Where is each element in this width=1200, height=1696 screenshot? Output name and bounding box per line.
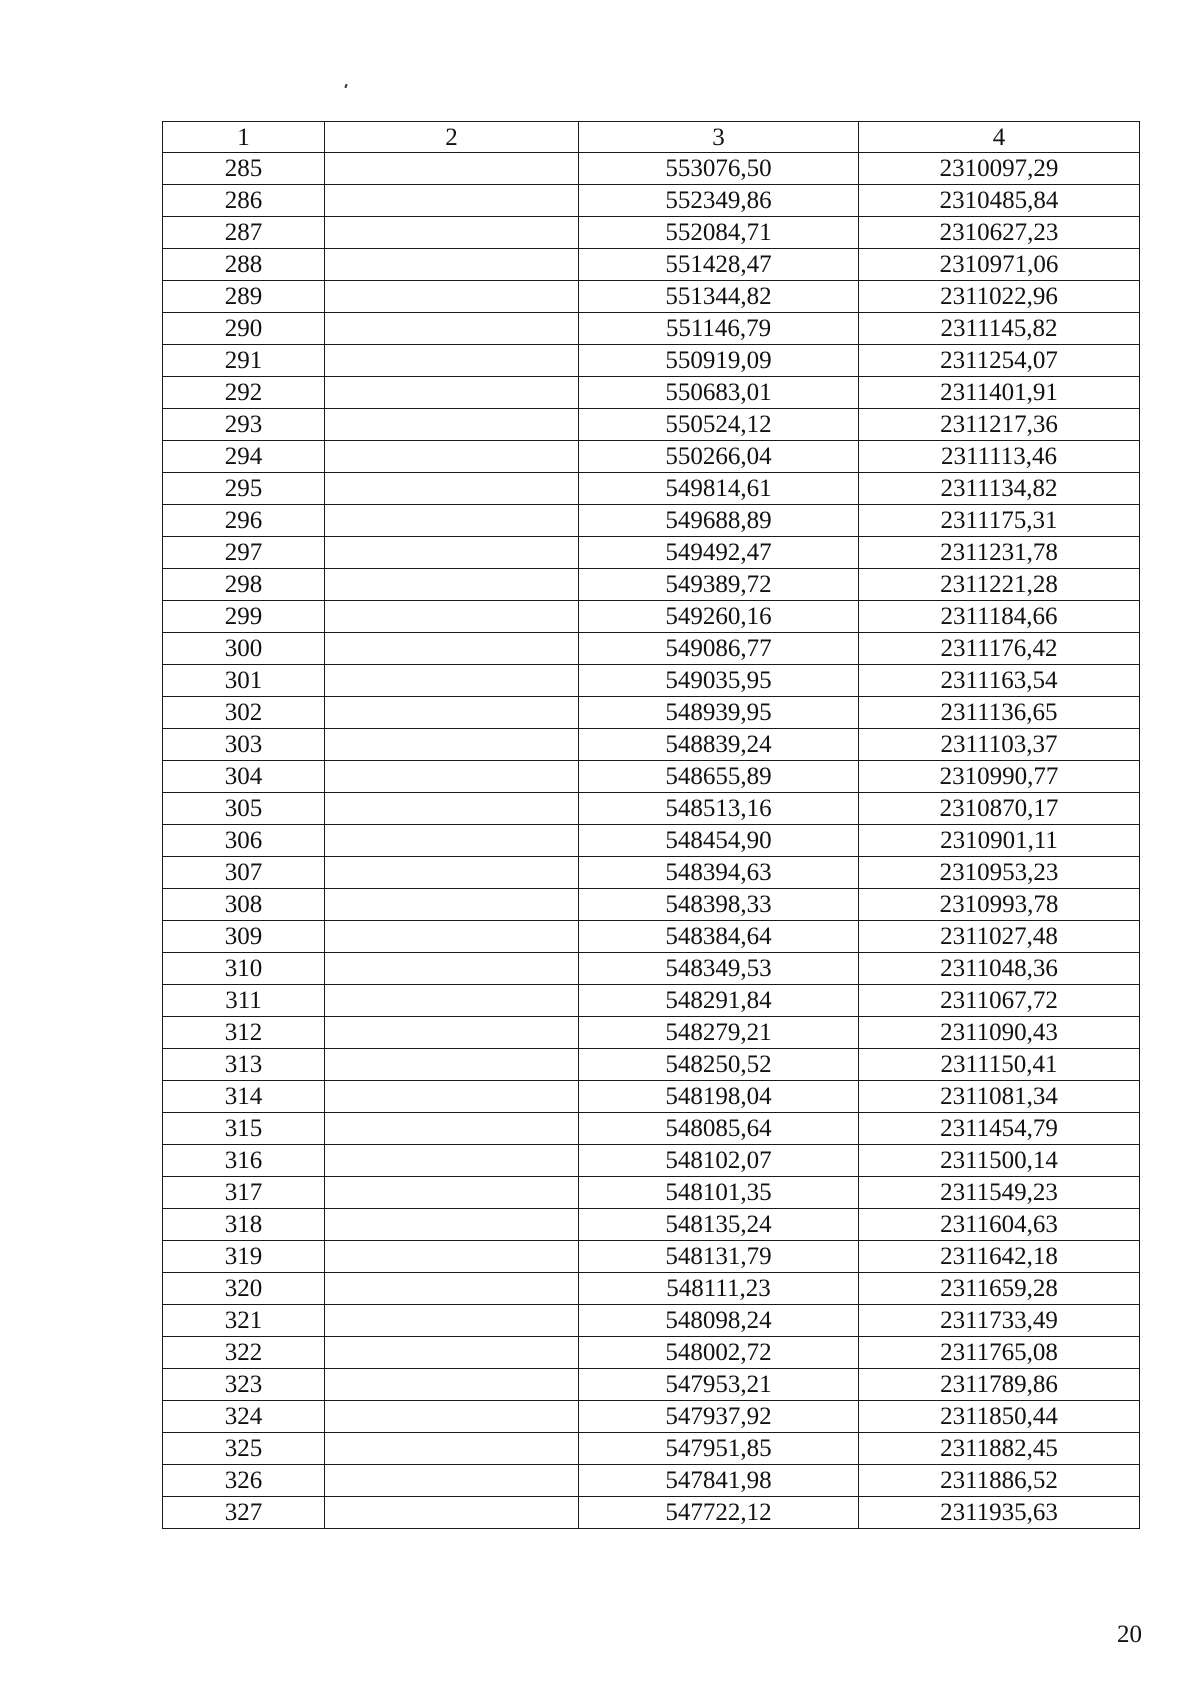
column-2-cell xyxy=(325,1017,579,1049)
table-row xyxy=(163,1017,1140,1049)
point-number-cell: 327 xyxy=(163,1497,325,1529)
x-coordinate-cell: 548394,63 xyxy=(579,857,859,889)
y-coordinate-cell: 2311765,08 xyxy=(859,1337,1140,1369)
y-coordinate-cell: 2311150,41 xyxy=(859,1049,1140,1081)
table-row xyxy=(163,185,1140,217)
y-coordinate-cell: 2310990,77 xyxy=(859,761,1140,793)
y-coordinate-cell: 2311067,72 xyxy=(859,985,1140,1017)
point-number-cell: 300 xyxy=(163,633,325,665)
column-2-cell xyxy=(325,1369,579,1401)
table-row xyxy=(163,409,1140,441)
table-row xyxy=(163,825,1140,857)
column-2-cell xyxy=(325,441,579,473)
table-row xyxy=(163,249,1140,281)
x-coordinate-cell: 548098,24 xyxy=(579,1305,859,1337)
table-row xyxy=(163,1145,1140,1177)
x-coordinate-cell: 552349,86 xyxy=(579,185,859,217)
point-number-cell: 313 xyxy=(163,1049,325,1081)
table-row xyxy=(163,761,1140,793)
table-row xyxy=(163,1177,1140,1209)
table-row xyxy=(163,697,1140,729)
x-coordinate-cell: 552084,71 xyxy=(579,217,859,249)
x-coordinate-cell: 548135,24 xyxy=(579,1209,859,1241)
column-2-cell xyxy=(325,345,579,377)
column-2-cell xyxy=(325,473,579,505)
point-number-cell: 303 xyxy=(163,729,325,761)
point-number-cell: 295 xyxy=(163,473,325,505)
column-2-cell xyxy=(325,281,579,313)
header-cell-col-4: 4 xyxy=(859,122,1140,153)
x-coordinate-cell: 548349,53 xyxy=(579,953,859,985)
point-number-cell: 318 xyxy=(163,1209,325,1241)
y-coordinate-cell: 2310870,17 xyxy=(859,793,1140,825)
x-coordinate-cell: 548279,21 xyxy=(579,1017,859,1049)
y-coordinate-cell: 2311113,46 xyxy=(859,441,1140,473)
table-row xyxy=(163,1113,1140,1145)
table-row xyxy=(163,281,1140,313)
y-coordinate-cell: 2310993,78 xyxy=(859,889,1140,921)
column-2-cell xyxy=(325,921,579,953)
table-row xyxy=(163,1433,1140,1465)
x-coordinate-cell: 550919,09 xyxy=(579,345,859,377)
x-coordinate-cell: 548655,89 xyxy=(579,761,859,793)
x-coordinate-cell: 549814,61 xyxy=(579,473,859,505)
header-cell-col-3: 3 xyxy=(579,122,859,153)
x-coordinate-cell: 548002,72 xyxy=(579,1337,859,1369)
column-2-cell xyxy=(325,249,579,281)
header-cell-col-1: 1 xyxy=(163,122,325,153)
table-row xyxy=(163,1369,1140,1401)
column-2-cell xyxy=(325,1273,579,1305)
point-number-cell: 296 xyxy=(163,505,325,537)
point-number-cell: 317 xyxy=(163,1177,325,1209)
column-2-cell xyxy=(325,665,579,697)
y-coordinate-cell: 2311604,63 xyxy=(859,1209,1140,1241)
page-number: 20 xyxy=(1117,1621,1142,1648)
y-coordinate-cell: 2310901,11 xyxy=(859,825,1140,857)
table-row xyxy=(163,1337,1140,1369)
table-row xyxy=(163,857,1140,889)
table-row xyxy=(163,569,1140,601)
x-coordinate-cell: 548111,23 xyxy=(579,1273,859,1305)
y-coordinate-cell: 2311642,18 xyxy=(859,1241,1140,1273)
x-coordinate-cell: 551344,82 xyxy=(579,281,859,313)
column-2-cell xyxy=(325,1113,579,1145)
table-row xyxy=(163,1401,1140,1433)
table-row xyxy=(163,313,1140,345)
x-coordinate-cell: 549492,47 xyxy=(579,537,859,569)
y-coordinate-cell: 2311022,96 xyxy=(859,281,1140,313)
x-coordinate-cell: 547951,85 xyxy=(579,1433,859,1465)
x-coordinate-cell: 550266,04 xyxy=(579,441,859,473)
point-number-cell: 293 xyxy=(163,409,325,441)
x-coordinate-cell: 548291,84 xyxy=(579,985,859,1017)
x-coordinate-cell: 548102,07 xyxy=(579,1145,859,1177)
table-row xyxy=(163,601,1140,633)
table-row xyxy=(163,473,1140,505)
point-number-cell: 297 xyxy=(163,537,325,569)
column-2-cell xyxy=(325,377,579,409)
table-row xyxy=(163,377,1140,409)
y-coordinate-cell: 2311733,49 xyxy=(859,1305,1140,1337)
column-2-cell xyxy=(325,633,579,665)
y-coordinate-cell: 2310953,23 xyxy=(859,857,1140,889)
point-number-cell: 292 xyxy=(163,377,325,409)
point-number-cell: 311 xyxy=(163,985,325,1017)
point-number-cell: 326 xyxy=(163,1465,325,1497)
table-row xyxy=(163,505,1140,537)
y-coordinate-cell: 2310485,84 xyxy=(859,185,1140,217)
column-2-cell xyxy=(325,761,579,793)
table-row xyxy=(163,665,1140,697)
table-row xyxy=(163,921,1140,953)
point-number-cell: 289 xyxy=(163,281,325,313)
column-2-cell xyxy=(325,505,579,537)
point-number-cell: 290 xyxy=(163,313,325,345)
y-coordinate-cell: 2311454,79 xyxy=(859,1113,1140,1145)
point-number-cell: 312 xyxy=(163,1017,325,1049)
point-number-cell: 315 xyxy=(163,1113,325,1145)
y-coordinate-cell: 2311789,86 xyxy=(859,1369,1140,1401)
x-coordinate-cell: 548131,79 xyxy=(579,1241,859,1273)
table-row xyxy=(163,1049,1140,1081)
x-coordinate-cell: 547953,21 xyxy=(579,1369,859,1401)
y-coordinate-cell: 2311090,43 xyxy=(859,1017,1140,1049)
point-number-cell: 302 xyxy=(163,697,325,729)
table-row xyxy=(163,1305,1140,1337)
table-row xyxy=(163,1273,1140,1305)
point-number-cell: 306 xyxy=(163,825,325,857)
table-row xyxy=(163,1081,1140,1113)
y-coordinate-cell: 2310971,06 xyxy=(859,249,1140,281)
y-coordinate-cell: 2311145,82 xyxy=(859,313,1140,345)
y-coordinate-cell: 2311081,34 xyxy=(859,1081,1140,1113)
x-coordinate-cell: 548384,64 xyxy=(579,921,859,953)
x-coordinate-cell: 549260,16 xyxy=(579,601,859,633)
point-number-cell: 324 xyxy=(163,1401,325,1433)
point-number-cell: 319 xyxy=(163,1241,325,1273)
point-number-cell: 299 xyxy=(163,601,325,633)
column-2-cell xyxy=(325,1305,579,1337)
y-coordinate-cell: 2310097,29 xyxy=(859,153,1140,185)
point-number-cell: 298 xyxy=(163,569,325,601)
y-coordinate-cell: 2311184,66 xyxy=(859,601,1140,633)
y-coordinate-cell: 2311935,63 xyxy=(859,1497,1140,1529)
y-coordinate-cell: 2311850,44 xyxy=(859,1401,1140,1433)
column-2-cell xyxy=(325,1337,579,1369)
point-number-cell: 320 xyxy=(163,1273,325,1305)
point-number-cell: 286 xyxy=(163,185,325,217)
column-2-cell xyxy=(325,313,579,345)
table-row xyxy=(163,537,1140,569)
point-number-cell: 285 xyxy=(163,153,325,185)
column-2-cell xyxy=(325,985,579,1017)
column-2-cell xyxy=(325,953,579,985)
table-row xyxy=(163,889,1140,921)
table-row xyxy=(163,1497,1140,1529)
x-coordinate-cell: 547937,92 xyxy=(579,1401,859,1433)
point-number-cell: 291 xyxy=(163,345,325,377)
coordinates-table-body xyxy=(163,122,1140,1529)
table-row xyxy=(163,633,1140,665)
point-number-cell: 309 xyxy=(163,921,325,953)
point-number-cell: 288 xyxy=(163,249,325,281)
table-row xyxy=(163,217,1140,249)
x-coordinate-cell: 551146,79 xyxy=(579,313,859,345)
point-number-cell: 321 xyxy=(163,1305,325,1337)
column-2-cell xyxy=(325,793,579,825)
column-2-cell xyxy=(325,1177,579,1209)
y-coordinate-cell: 2311549,23 xyxy=(859,1177,1140,1209)
column-2-cell xyxy=(325,1465,579,1497)
column-2-cell xyxy=(325,1241,579,1273)
y-coordinate-cell: 2311221,28 xyxy=(859,569,1140,601)
column-2-cell xyxy=(325,1433,579,1465)
column-2-cell xyxy=(325,1209,579,1241)
column-2-cell xyxy=(325,889,579,921)
y-coordinate-cell: 2311027,48 xyxy=(859,921,1140,953)
point-number-cell: 314 xyxy=(163,1081,325,1113)
column-2-cell xyxy=(325,729,579,761)
column-2-cell xyxy=(325,409,579,441)
table-row xyxy=(163,985,1140,1017)
column-2-cell xyxy=(325,1081,579,1113)
table-row xyxy=(163,345,1140,377)
table-row xyxy=(163,953,1140,985)
x-coordinate-cell: 550524,12 xyxy=(579,409,859,441)
x-coordinate-cell: 548839,24 xyxy=(579,729,859,761)
point-number-cell: 287 xyxy=(163,217,325,249)
y-coordinate-cell: 2311882,45 xyxy=(859,1433,1140,1465)
point-number-cell: 323 xyxy=(163,1369,325,1401)
column-2-cell xyxy=(325,1497,579,1529)
column-2-cell xyxy=(325,601,579,633)
y-coordinate-cell: 2311217,36 xyxy=(859,409,1140,441)
y-coordinate-cell: 2311103,37 xyxy=(859,729,1140,761)
point-number-cell: 305 xyxy=(163,793,325,825)
point-number-cell: 294 xyxy=(163,441,325,473)
column-2-cell xyxy=(325,825,579,857)
point-number-cell: 316 xyxy=(163,1145,325,1177)
x-coordinate-cell: 548398,33 xyxy=(579,889,859,921)
column-2-cell xyxy=(325,153,579,185)
point-number-cell: 322 xyxy=(163,1337,325,1369)
coordinates-table xyxy=(162,121,1140,1529)
point-number-cell: 301 xyxy=(163,665,325,697)
point-number-cell: 310 xyxy=(163,953,325,985)
x-coordinate-cell: 548939,95 xyxy=(579,697,859,729)
point-number-cell: 308 xyxy=(163,889,325,921)
y-coordinate-cell: 2311500,14 xyxy=(859,1145,1140,1177)
y-coordinate-cell: 2311401,91 xyxy=(859,377,1140,409)
table-row xyxy=(163,793,1140,825)
column-2-cell xyxy=(325,857,579,889)
table-row xyxy=(163,1209,1140,1241)
column-2-cell xyxy=(325,537,579,569)
y-coordinate-cell: 2311163,54 xyxy=(859,665,1140,697)
table-row xyxy=(163,1465,1140,1497)
table-row xyxy=(163,729,1140,761)
y-coordinate-cell: 2311176,42 xyxy=(859,633,1140,665)
column-2-cell xyxy=(325,217,579,249)
x-coordinate-cell: 549035,95 xyxy=(579,665,859,697)
y-coordinate-cell: 2311136,65 xyxy=(859,697,1140,729)
column-2-cell xyxy=(325,185,579,217)
y-coordinate-cell: 2311886,52 xyxy=(859,1465,1140,1497)
header-cell-col-2: 2 xyxy=(325,122,579,153)
column-2-cell xyxy=(325,1145,579,1177)
y-coordinate-cell: 2311254,07 xyxy=(859,345,1140,377)
point-number-cell: 304 xyxy=(163,761,325,793)
y-coordinate-cell: 2311659,28 xyxy=(859,1273,1140,1305)
x-coordinate-cell: 547841,98 xyxy=(579,1465,859,1497)
point-number-cell: 325 xyxy=(163,1433,325,1465)
x-coordinate-cell: 548454,90 xyxy=(579,825,859,857)
x-coordinate-cell: 549389,72 xyxy=(579,569,859,601)
y-coordinate-cell: 2311048,36 xyxy=(859,953,1140,985)
x-coordinate-cell: 553076,50 xyxy=(579,153,859,185)
column-2-cell xyxy=(325,697,579,729)
x-coordinate-cell: 551428,47 xyxy=(579,249,859,281)
point-number-cell: 307 xyxy=(163,857,325,889)
x-coordinate-cell: 547722,12 xyxy=(579,1497,859,1529)
column-2-cell xyxy=(325,1049,579,1081)
table-row xyxy=(163,441,1140,473)
x-coordinate-cell: 550683,01 xyxy=(579,377,859,409)
x-coordinate-cell: 548198,04 xyxy=(579,1081,859,1113)
x-coordinate-cell: 548085,64 xyxy=(579,1113,859,1145)
x-coordinate-cell: 549086,77 xyxy=(579,633,859,665)
x-coordinate-cell: 548101,35 xyxy=(579,1177,859,1209)
x-coordinate-cell: 548250,52 xyxy=(579,1049,859,1081)
table-row xyxy=(163,1241,1140,1273)
column-2-cell xyxy=(325,1401,579,1433)
table-row xyxy=(163,153,1140,185)
table-header-row xyxy=(163,122,1140,153)
y-coordinate-cell: 2311231,78 xyxy=(859,537,1140,569)
y-coordinate-cell: 2311134,82 xyxy=(859,473,1140,505)
x-coordinate-cell: 549688,89 xyxy=(579,505,859,537)
stray-mark xyxy=(344,84,347,88)
y-coordinate-cell: 2310627,23 xyxy=(859,217,1140,249)
y-coordinate-cell: 2311175,31 xyxy=(859,505,1140,537)
column-2-cell xyxy=(325,569,579,601)
x-coordinate-cell: 548513,16 xyxy=(579,793,859,825)
